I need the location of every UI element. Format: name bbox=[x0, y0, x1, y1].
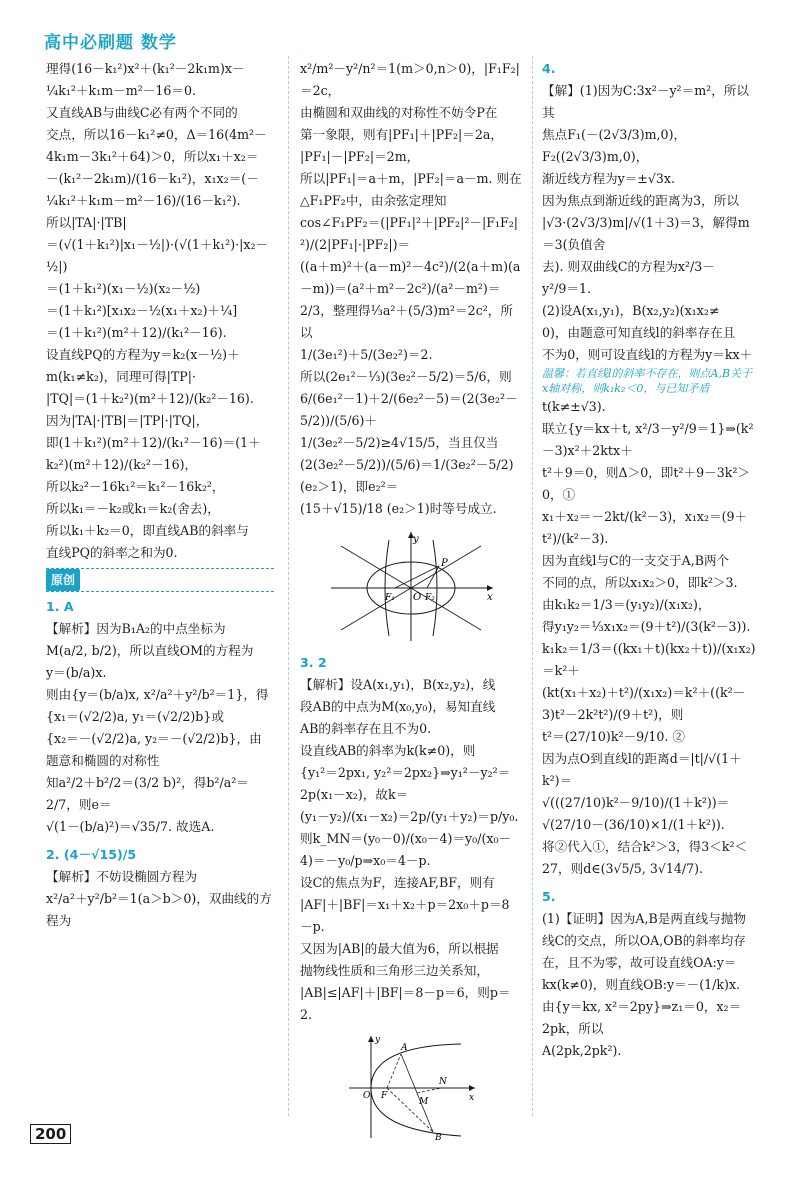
text-line: 线C的交点，所以OA,OB的斜率均存 bbox=[542, 933, 746, 948]
ellipse-hyperbola-figure bbox=[321, 526, 501, 646]
text-line: 【解析】设A(x₁,y₁)，B(x₂,y₂)，线 bbox=[300, 677, 496, 692]
fig1-label-o: O bbox=[413, 592, 422, 603]
q4-number: 4. bbox=[542, 61, 556, 76]
text-line: t²＝(27/10)k²－9/10. ② bbox=[542, 729, 685, 744]
text-line: 则k_MN＝(y₀－0)/(x₀－4)＝y₀/(x₀－4)＝－y₀/p⇒x₀＝4－p. bbox=[300, 831, 512, 868]
text-line: 【解析】因为B₁A₂的中点坐标为 bbox=[46, 621, 226, 636]
text-line: |AB|≤|AF|＋|BF|＝8－p＝6，则p＝2. bbox=[300, 985, 511, 1022]
text-line: 0)，由题意可知直线l的斜率存在且 bbox=[542, 325, 736, 340]
text-line: kx(k≠0)，则直线OB:y＝－(1/k)x. bbox=[542, 977, 741, 992]
text-line: 因为直线l与C的一支交于A,B两个 bbox=[542, 553, 730, 568]
column-2 bbox=[300, 58, 522, 1148]
text-line: ¼k₁²＋k₁m－m²－16＝0. bbox=[46, 83, 196, 98]
text-line: 所以|TA|·|TB| bbox=[46, 215, 127, 230]
text-line: |PF₁|－|PF₂|＝2m， bbox=[300, 149, 420, 164]
text-line: 1/(3e₂²－5/2)≥4√15/5，当且仅当 bbox=[300, 435, 499, 450]
fig2-label-o: O bbox=[363, 1091, 371, 1101]
column-3 bbox=[542, 58, 756, 1062]
text-line: 因为点O到直线l的距离d＝|t|/√(1＋k²)＝ bbox=[542, 751, 742, 788]
text-line: (2)设A(x₁,y₁)，B(x₂,y₂)(x₁x₂≠ bbox=[542, 303, 720, 318]
fig1-label-f2: F₂ bbox=[425, 593, 435, 603]
q3-solution-text bbox=[300, 674, 522, 1026]
section-label: 原创 bbox=[46, 569, 80, 591]
q2-solution-text bbox=[46, 866, 274, 932]
text-line: t²＋9＝0，则Δ＞0，即t²＋9－3k²＞0，① bbox=[542, 465, 750, 502]
text-line: √(1－(b/a)²)＝√35/7. 故选A. bbox=[46, 819, 215, 834]
text-line: |AF|＋|BF|＝x₁＋x₂＋p＝2x₀＋p＝8－p. bbox=[300, 897, 510, 934]
text-line: 【解析】不妨设椭圆方程为 bbox=[46, 869, 198, 884]
text-line: 即(1＋k₁²)(m²＋12)/(k₁²－16)＝(1＋k₂²)(m²＋12)/(k₂²－16)， bbox=[46, 435, 261, 472]
text-line: △F₁PF₂中，由余弦定理知 bbox=[300, 193, 447, 208]
text-line: (15＋√15)/18 (e₂＞1)时等号成立. bbox=[300, 501, 497, 516]
text-line: (1)【证明】因为A,B是两直线与抛物 bbox=[542, 911, 746, 926]
text-line: (2(3e₂²－5/2))/(5/6)＝1/(3e₂²－5/2)(e₂＞1)，即e₂²＝ bbox=[300, 457, 514, 494]
text-line: 27，则d∈(3√5/5, 3√14/7). bbox=[542, 861, 704, 876]
q4-solution-text-continued bbox=[542, 396, 756, 880]
text-line: 由k₁k₂＝1/3＝(y₁y₂)/(x₁x₂)， bbox=[542, 597, 711, 612]
text-line: 段AB的中点为M(x₀,y₀)，易知直线 bbox=[300, 699, 496, 714]
text-line: 不同的点，所以x₁x₂＞0，即k²＞3. bbox=[542, 575, 738, 590]
text-line: y²/9＝1. bbox=[542, 281, 592, 296]
text-line: ＝(1＋k₁²)(m²＋12)/(k₁²－16). bbox=[46, 325, 227, 340]
text-line: 因为焦点到渐近线的距离为3，所以 bbox=[542, 193, 739, 208]
fig2-label-f: F bbox=[381, 1091, 388, 1101]
text-line: ((a＋m)²＋(a－m)²－4c²)/(2(a＋m)(a－m))＝(a²＋m²－2c²)/(a²－m²)＝ bbox=[300, 259, 521, 296]
text-line: (kt(x₁＋x₂)＋t²)/(x₁x₂)＝k²＋((k²－3)t²－2k²t²)/(9＋t²)，则 bbox=[542, 685, 746, 722]
q1-number: 1. A bbox=[46, 599, 74, 614]
text-line: 所以k₁＋k₂＝0，即直线AB的斜率与 bbox=[46, 523, 249, 538]
text-line: 2/3，整理得⅓a²＋(5/3)m²＝2c²，所以 bbox=[300, 303, 513, 340]
fig2-label-n: N bbox=[439, 1077, 447, 1087]
parabola-figure bbox=[341, 1032, 481, 1142]
col1-solution-text bbox=[46, 58, 274, 564]
text-line: |TQ|＝(1＋k₂²)(m²＋12)/(k₂²－16). bbox=[46, 391, 254, 406]
text-line: 则由{y＝(b/a)x, x²/a²＋y²/b²＝1}，得{x₁＝(√2/2)a, y₁＝(√2/2)b}或 bbox=[46, 687, 269, 724]
text-line: 设C的焦点为F，连接AF,BF，则有 bbox=[300, 875, 495, 890]
text-line: 在，且不为零，故可设直线OA:y＝ bbox=[542, 955, 737, 970]
text-line: 联立{y＝kx＋t, x²/3－y²/9＝1}⇒(k²－3)x²＋2ktx＋ bbox=[542, 421, 754, 458]
text-line: (y₁－y₂)/(x₁－x₂)＝2p/(y₁＋y₂)＝p/y₀. bbox=[300, 809, 519, 824]
text-line: cos∠F₁PF₂＝(|PF₁|²＋|PF₂|²－|F₁F₂|²)/(2|PF₁|·|PF₂|)＝ bbox=[300, 215, 519, 252]
column-divider-2 bbox=[532, 56, 533, 1116]
fig2-label-m: M bbox=[419, 1097, 429, 1107]
q3-number: 3. 2 bbox=[300, 655, 327, 670]
text-line: 所以k₁＝－k₂或k₁＝k₂(舍去)， bbox=[46, 501, 220, 516]
page-header-title: 高中必刷题 数学 bbox=[44, 33, 177, 53]
text-line: |√3·(2√3/3)m|/√(1＋3)＝3，解得m＝3(负值舍 bbox=[542, 215, 750, 252]
text-line: 知a²/2＋b²/2＝(3/2 b)²，得b²/a²＝2/7，则e＝ bbox=[46, 775, 249, 812]
text-line: ＝(1＋k₁²)[x₁x₂－½(x₁＋x₂)＋¼] bbox=[46, 303, 238, 318]
text-line: x₁＋x₂＝－2kt/(k²－3)，x₁x₂＝(9＋t²)/(k²－3). bbox=[542, 509, 748, 546]
text-line: 又因为|AB|的最大值为6，所以根据 bbox=[300, 941, 499, 956]
text-line: 焦点F₁(－(2√3/3)m,0)，F₂((2√3/3)m,0)， bbox=[542, 127, 687, 164]
text-line: k₁k₂＝1/3＝((kx₁＋t)(kx₂＋t))/(x₁x₂)＝k²＋ bbox=[542, 641, 756, 678]
text-line: M(a/2, b/2)，所以直线OM的方程为 bbox=[46, 643, 254, 658]
q5-number: 5. bbox=[542, 889, 556, 904]
text-line: 4k₁m－3k₁²＋64)＞0，所以x₁＋x₂＝ bbox=[46, 149, 259, 164]
text-line: 因为|TA|·|TB|＝|TP|·|TQ|， bbox=[46, 413, 209, 428]
text-line: 所以k₂²－16k₁²＝k₁²－16k₂²， bbox=[46, 479, 225, 494]
text-line: 理得(16－k₁²)x²＋(k₁²－2k₁m)x－ bbox=[46, 61, 245, 76]
text-line: 由椭圆和双曲线的对称性不妨令P在 bbox=[300, 105, 498, 120]
text-line: 渐近线方程为y＝±√3x. bbox=[542, 171, 675, 186]
q5-solution-text bbox=[542, 908, 756, 1062]
text-line: 不为0，则可设直线l的方程为y＝kx＋ bbox=[542, 347, 753, 362]
text-line: 抛物线性质和三角形三边关系知， bbox=[300, 963, 489, 978]
text-line: {y₁²＝2px₁, y₂²＝2px₂}⇒y₁²－y₂²＝2p(x₁－x₂)，故k＝ bbox=[300, 765, 511, 802]
text-line: 【解】(1)因为C:3x²－y²＝m²，所以其 bbox=[542, 83, 749, 120]
fig1-label-f1: F₁ bbox=[385, 593, 395, 603]
text-line: 得y₁y₂＝⅓x₁x₂＝(9＋t²)/(3(k²－3)). bbox=[542, 619, 751, 634]
column-1 bbox=[46, 58, 274, 932]
text-line: 交点，所以16－k₁²≠0，Δ＝16(4m²－ bbox=[46, 127, 267, 142]
page-number: 200 bbox=[30, 1124, 71, 1144]
text-line: ＝(√(1＋k₁²)|x₁－½|)·(√(1＋k₁²)·|x₂－½|) bbox=[46, 237, 269, 274]
text-line: 第一象限，则有|PF₁|＋|PF₂|＝2a， bbox=[300, 127, 503, 142]
fig2-label-a: A bbox=[401, 1043, 408, 1053]
q1-solution-text bbox=[46, 618, 274, 838]
fig2-label-b: B bbox=[435, 1133, 442, 1142]
text-line: 6/(6e₁²－1)＋2/(6e₂²－5)＝(2(3e₂²－5/2))/(5/6)＋ bbox=[300, 391, 518, 428]
text-line: t(k≠±√3). bbox=[542, 399, 606, 414]
fig2-label-x: x bbox=[469, 1093, 475, 1103]
text-line: {x₂＝－(√2/2)a, y₂＝－(√2/2)b}，由题意和椭圆的对称性 bbox=[46, 731, 262, 768]
fig2-label-y: y bbox=[375, 1035, 381, 1045]
text-line: 设直线AB的斜率为k(k≠0)，则 bbox=[300, 743, 476, 758]
text-line: 又直线AB与曲线C必有两个不同的 bbox=[46, 105, 238, 120]
text-line: 去). 则双曲线C的方程为x²/3－ bbox=[542, 259, 715, 274]
text-line: 所以|PF₁|＝a＋m，|PF₂|＝a－m. 则在 bbox=[300, 171, 522, 186]
fig1-label-y: y bbox=[413, 534, 419, 545]
text-line: x²/m²－y²/n²＝1(m＞0,n＞0)，|F₁F₂|＝2c， bbox=[300, 61, 520, 98]
text-line: ＝(1＋k₁²)(x₁－½)(x₂－½) bbox=[46, 281, 201, 296]
text-line: 1/(3e₁²)＋5/(3e₂²)＝2. bbox=[300, 347, 433, 362]
text-line: 将②代入①，结合k²＞3，得3＜k²＜ bbox=[542, 839, 748, 854]
fig1-label-x: x bbox=[487, 592, 493, 603]
text-line: A(2pk,2pk²). bbox=[542, 1043, 622, 1058]
fig1-label-p: P bbox=[441, 558, 448, 569]
col2-solution-text bbox=[300, 58, 522, 520]
section-original bbox=[46, 568, 274, 592]
text-line: y＝(b/a)x. bbox=[46, 665, 107, 680]
text-line: 由{y＝kx, x²＝2py}⇒z₁＝0，x₂＝2pk，所以 bbox=[542, 999, 742, 1036]
text-line: 所以(2e₁²－⅓)(3e₂²－5/2)＝5/6，则 bbox=[300, 369, 512, 384]
q4-tip-note: 温馨：若直线l的斜率不存在，则点A,B关于x轴对称，则k₁k₂＜0，与已知矛盾 bbox=[542, 367, 753, 395]
text-line: √(((27/10)k²－9/10)/(1＋k²))＝√(27/10－(36/10)×1/(1＋k²)). bbox=[542, 795, 730, 832]
text-line: AB的斜率存在且不为0. bbox=[300, 721, 432, 736]
text-line: x²/a²＋y²/b²＝1(a＞b＞0)，双曲线的方程为 bbox=[46, 891, 272, 928]
q2-number: 2. (4－√15)/5 bbox=[46, 847, 137, 862]
text-line: 直线PQ的斜率之和为0. bbox=[46, 545, 178, 560]
column-divider-1 bbox=[288, 56, 289, 1116]
text-line: －(k₁²－2k₁m)/(16－k₁²)，x₁x₂＝(－¼k₁²＋k₁m－m²－16)/(16－k₁²). bbox=[46, 171, 259, 208]
text-line: 设直线PQ的方程为y＝k₂(x－½)＋m(k₁≠k₂)，同理可得|TP|· bbox=[46, 347, 240, 384]
q4-solution-text bbox=[542, 80, 756, 366]
